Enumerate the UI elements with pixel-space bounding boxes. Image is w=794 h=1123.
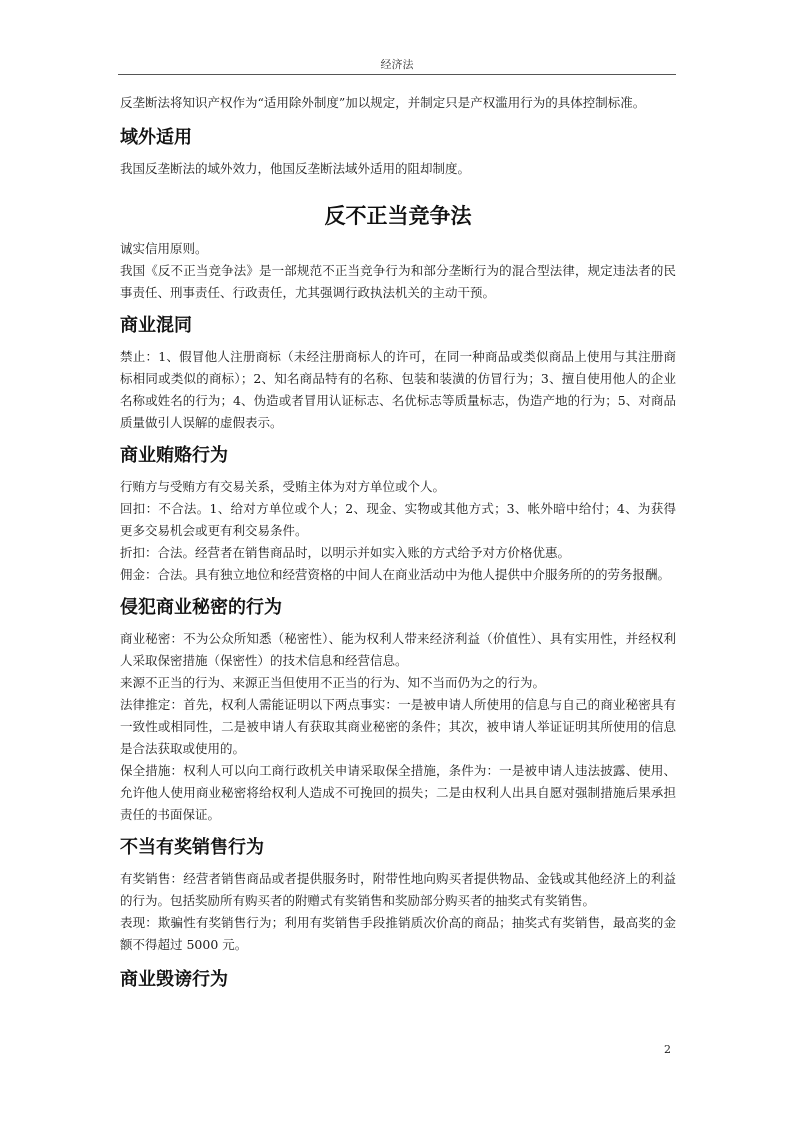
- page-number: 2: [664, 1043, 671, 1056]
- paragraph-good-faith: 诚实信用原则。: [120, 241, 208, 256]
- heading-prize-sales: 不当有奖销售行为: [120, 837, 264, 858]
- paragraph-trade-secret-2: 来源不正当的行为、来源正当但使用不正当的行为、知不当而仍为之的行为。: [120, 675, 546, 690]
- paragraph-trade-secret-1: 商业秘密：不为公众所知悉（秘密性）、能为权利人带来经济利益（价值性）、具有实用性，并经权利人采取保密措施（保密性）的技术信息和经营信息。: [120, 631, 676, 668]
- paragraph-bribery-1: 行贿方与受贿方有交易关系，受贿主体为对方单位或个人。: [120, 479, 446, 494]
- paragraph-law-overview: 我国《反不正当竞争法》是一部规范不正当竞争行为和部分垄断行为的混合型法律，规定违法者的民事责任、刑事责任、行政责任，尤其强调行政执法机关的主动干预。: [120, 263, 676, 300]
- paragraph-trade-secret-3: 法律推定：首先，权利人需能证明以下两点事实：一是被申请人所使用的信息与自己的商业秘密具有一致性或相同性，二是被申请人有获取其商业秘密的条件；其次，被申请人举证证明其所使用的信息是合法获取或使用的。: [120, 697, 676, 756]
- paragraph-bribery-3: 折扣：合法。经营者在销售商品时，以明示并如实入账的方式给予对方价格优惠。: [120, 545, 571, 560]
- heading-defamation: 商业毁谤行为: [120, 969, 228, 990]
- heading-bribery: 商业贿赂行为: [120, 445, 228, 466]
- heading-trade-secret: 侵犯商业秘密的行为: [120, 597, 282, 618]
- document-body: [120, 92, 676, 992]
- header-divider: [118, 74, 676, 75]
- page-header-title: 经济法: [380, 58, 414, 71]
- chapter-title: 反不正当竞争法: [324, 204, 472, 228]
- paragraph-prize-sales-1: 有奖销售：经营者销售商品或者提供服务时，附带性地向购买者提供物品、金钱或其他经济上的利益的行为。包括奖励所有购买者的附赠式有奖销售和奖励部分购买者的抽奖式有奖销售。: [120, 871, 676, 908]
- paragraph-trade-secret-4: 保全措施：权利人可以向工商行政机关申请采取保全措施，条件为：一是被申请人违法披露、使用、允许他人使用商业秘密将给权利人造成不可挽回的损失；二是由权利人出具自愿对强制措施后果承担责任的书面保证。: [120, 763, 676, 822]
- paragraph-bribery-4: 佣金：合法。具有独立地位和经营资格的中间人在商业活动中为他人提供中介服务所的的劳务报酬。: [120, 567, 671, 582]
- paragraph-extraterritorial: 我国反垄断法的域外效力，他国反垄断法域外适用的阻却制度。: [120, 161, 471, 176]
- intro-paragraph: 反垄断法将知识产权作为“适用除外制度”加以规定，并制定只是产权滥用行为的具体控制标准。: [120, 95, 646, 110]
- heading-confusion: 商业混同: [120, 315, 192, 336]
- paragraph-bribery-2: 回扣：不合法。1、给对方单位或个人；2、现金、实物或其他方式；3、帐外暗中给付；4、为获得更多交易机会或更有利交易条件。: [120, 501, 676, 538]
- paragraph-prize-sales-2: 表现：欺骗性有奖销售行为；利用有奖销售手段推销质次价高的商品；抽奖式有奖销售，最高奖的金额不得超过 5000 元。: [120, 915, 676, 952]
- heading-extraterritorial: 域外适用: [120, 127, 192, 148]
- paragraph-confusion: 禁止：1、假冒他人注册商标（未经注册商标人的许可，在同一种商品或类似商品上使用与其注册商标相同或类似的商标）；2、知名商品特有的名称、包装和装潢的仿冒行为；3、擅自使用他人的企业名称或姓名的行为；4、伪造或者冒用认证标志、名优标志等质量标志，伪造产地的行为；5、对商品质量做引人误解的虚假表示。: [120, 349, 676, 430]
